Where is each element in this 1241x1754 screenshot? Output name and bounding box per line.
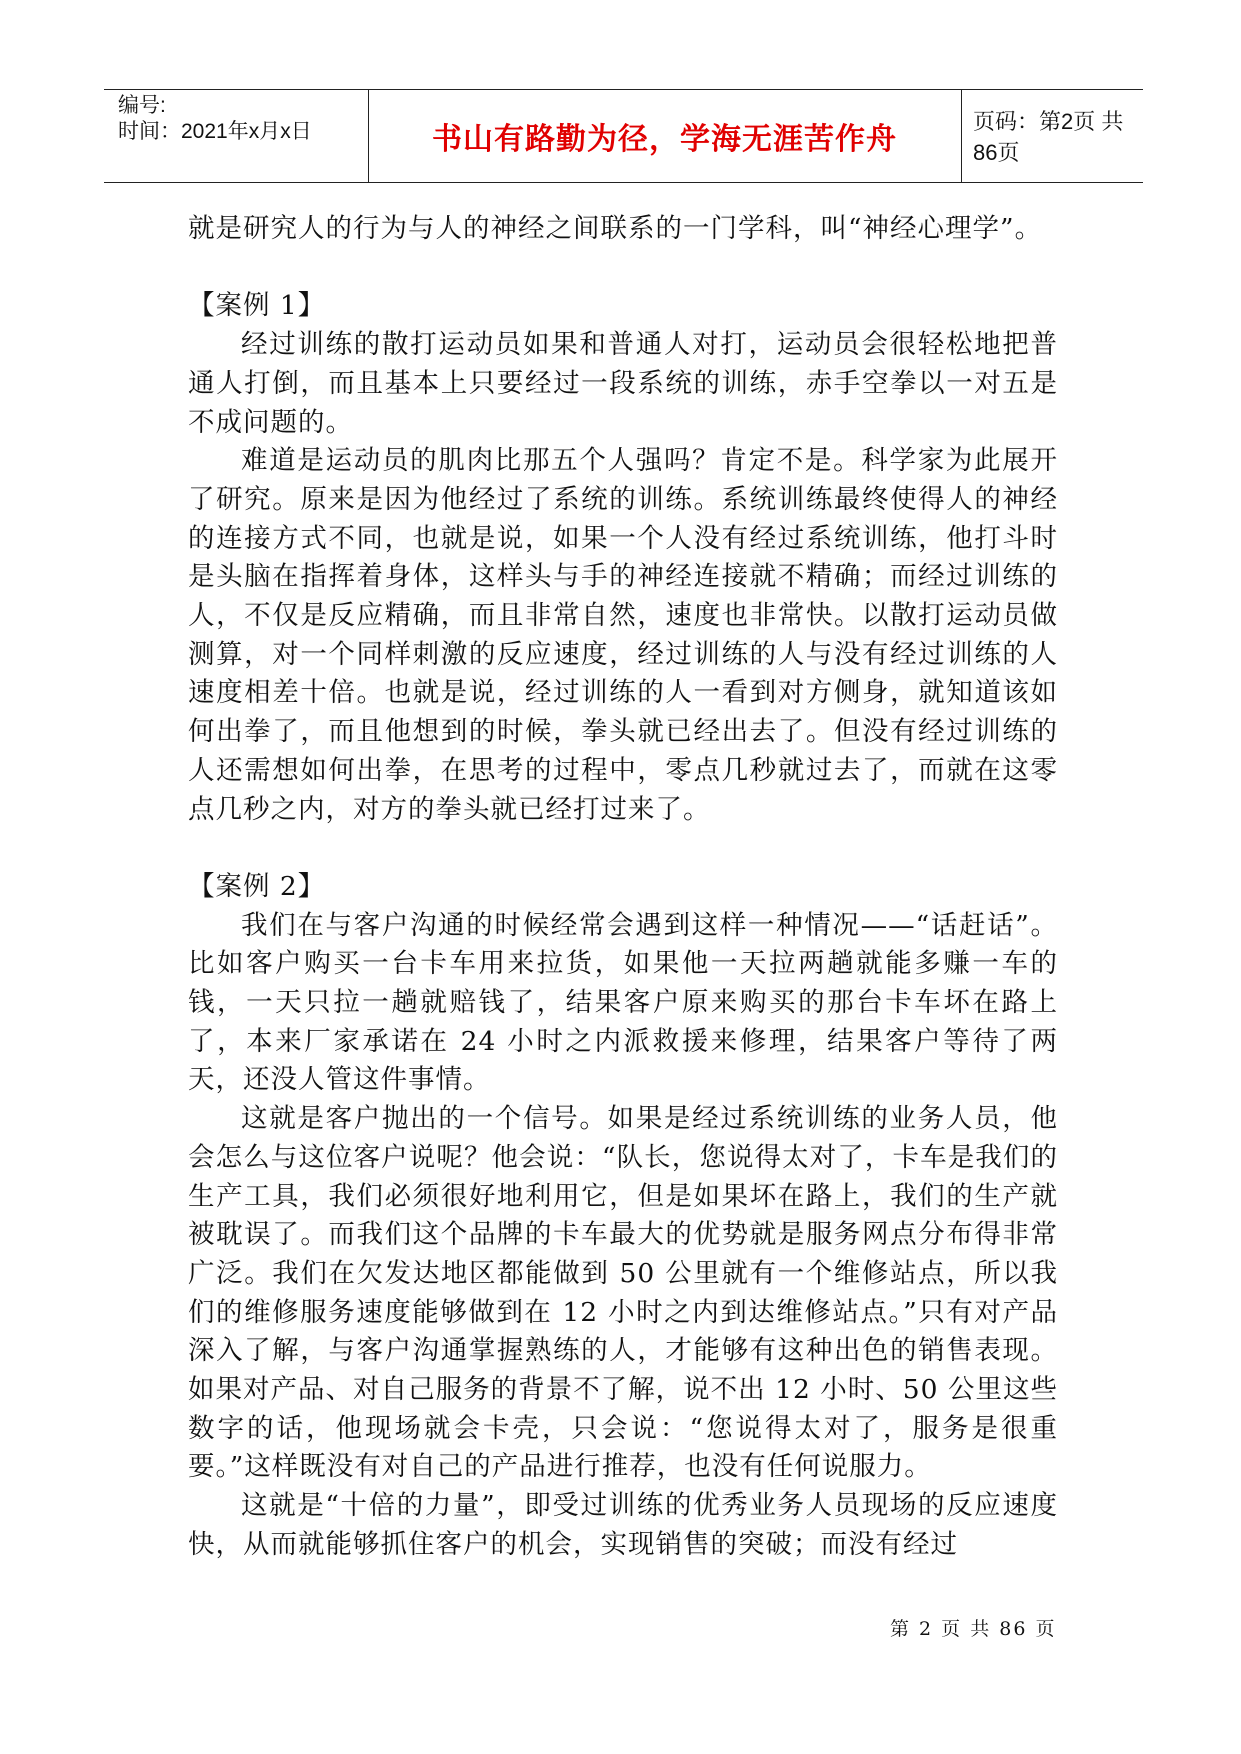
- header-page-cell: [961, 90, 1143, 182]
- case1-paragraph: 经过训练的散打运动员如果和普通人对打，运动员会很轻松地把普通人打倒，而且基本上只要经过一段系统的训练，赤手空拳以一对五是不成问题的。: [188, 329, 1058, 438]
- case2-paragraph: 这就是客户抛出的一个信号。如果是经过系统训练的业务人员，他会怎么与这位客户说呢？他会说：“队长，您说得太对了，卡车是我们的生产工具，我们必须很好地利用它，但是如果坏在路上，我们的生产就被耽误了。而我们这个品牌的卡车最大的优势就是服务网点分布得非常广泛。我们在欠发达地区都能做到 50 公里就有一个维修站点，所以我们的维修服务速度能够做到在 12 小时之内到达维修站点。”只有对产品深入了解，与客户沟通掌握熟练的人，才能够有这种出色的销售表现。如果对产品、对自己服务的背景不了解，说不出 12 小时、50 公里这些数字的话，他现场就会卡壳，只会说：“您说得太对了，服务是很重要。”这样既没有对自己的产品进行推荐，也没有任何说服力。: [188, 1103, 1058, 1483]
- case2-title: 【案例 2】: [188, 870, 326, 902]
- intro-paragraph: 就是研究人的行为与人的神经之间联系的一门学科，叫“神经心理学”。: [188, 213, 1043, 244]
- motto: 书山有路勤为径，学海无涯苦作舟: [432, 122, 897, 157]
- case1-paragraph: 难道是运动员的肌肉比那五个人强吗？肯定不是。科学家为此展开了研究。原来是因为他经过了系统的训练。系统训练最终使得人的神经的连接方式不同，也就是说，如果一个人没有经过系统训练，他打斗时是头脑在指挥着身体，这样头与手的神经连接就不精确；而经过训练的人，不仅是反应精确，而且非常自然，速度也非常快。以散打运动员做测算，对一个同样刺激的反应速度，经过训练的人与没有经过训练的人速度相差十倍。也就是说，经过训练的人一看到对方侧身，就知道该如何出拳了，而且他想到的时候，拳头就已经出去了。但没有经过训练的人还需想如何出拳，在思考的过程中，零点几秒就过去了，而就在这零点几秒之内，对方的拳头就已经打过来了。: [188, 445, 1058, 825]
- case2-paragraph: 我们在与客户沟通的时候经常会遇到这样一种情况——“话赶话”。比如客户购买一台卡车用来拉货，如果他一天拉两趟就能多赚一车的钱，一天只拉一趟就赔钱了，结果客户原来购买的那台卡车坏在路上了，本来厂家承诺在 24 小时之内派救援来修理，结果客户等待了两天，还没人管这件事情。: [188, 909, 1058, 1096]
- header-info-cell: [104, 90, 369, 182]
- header-page-info: 页码：第2页 共86页: [973, 109, 1124, 165]
- page-header: [104, 89, 1143, 183]
- case1-title: 【案例 1】: [188, 290, 326, 322]
- case2-paragraph: 这就是“十倍的力量”，即受过训练的优秀业务人员现场的反应速度快，从而就能够抓住客户的机会，实现销售的突破；而没有经过: [188, 1490, 1058, 1560]
- page-footer: 第 2 页 共 86 页: [890, 1618, 1057, 1640]
- time-label: 时间：2021年x月x日: [118, 120, 312, 143]
- doc-number-label: 编号:: [118, 94, 166, 117]
- header-motto-cell: [368, 90, 962, 182]
- document-body: [188, 210, 1058, 1565]
